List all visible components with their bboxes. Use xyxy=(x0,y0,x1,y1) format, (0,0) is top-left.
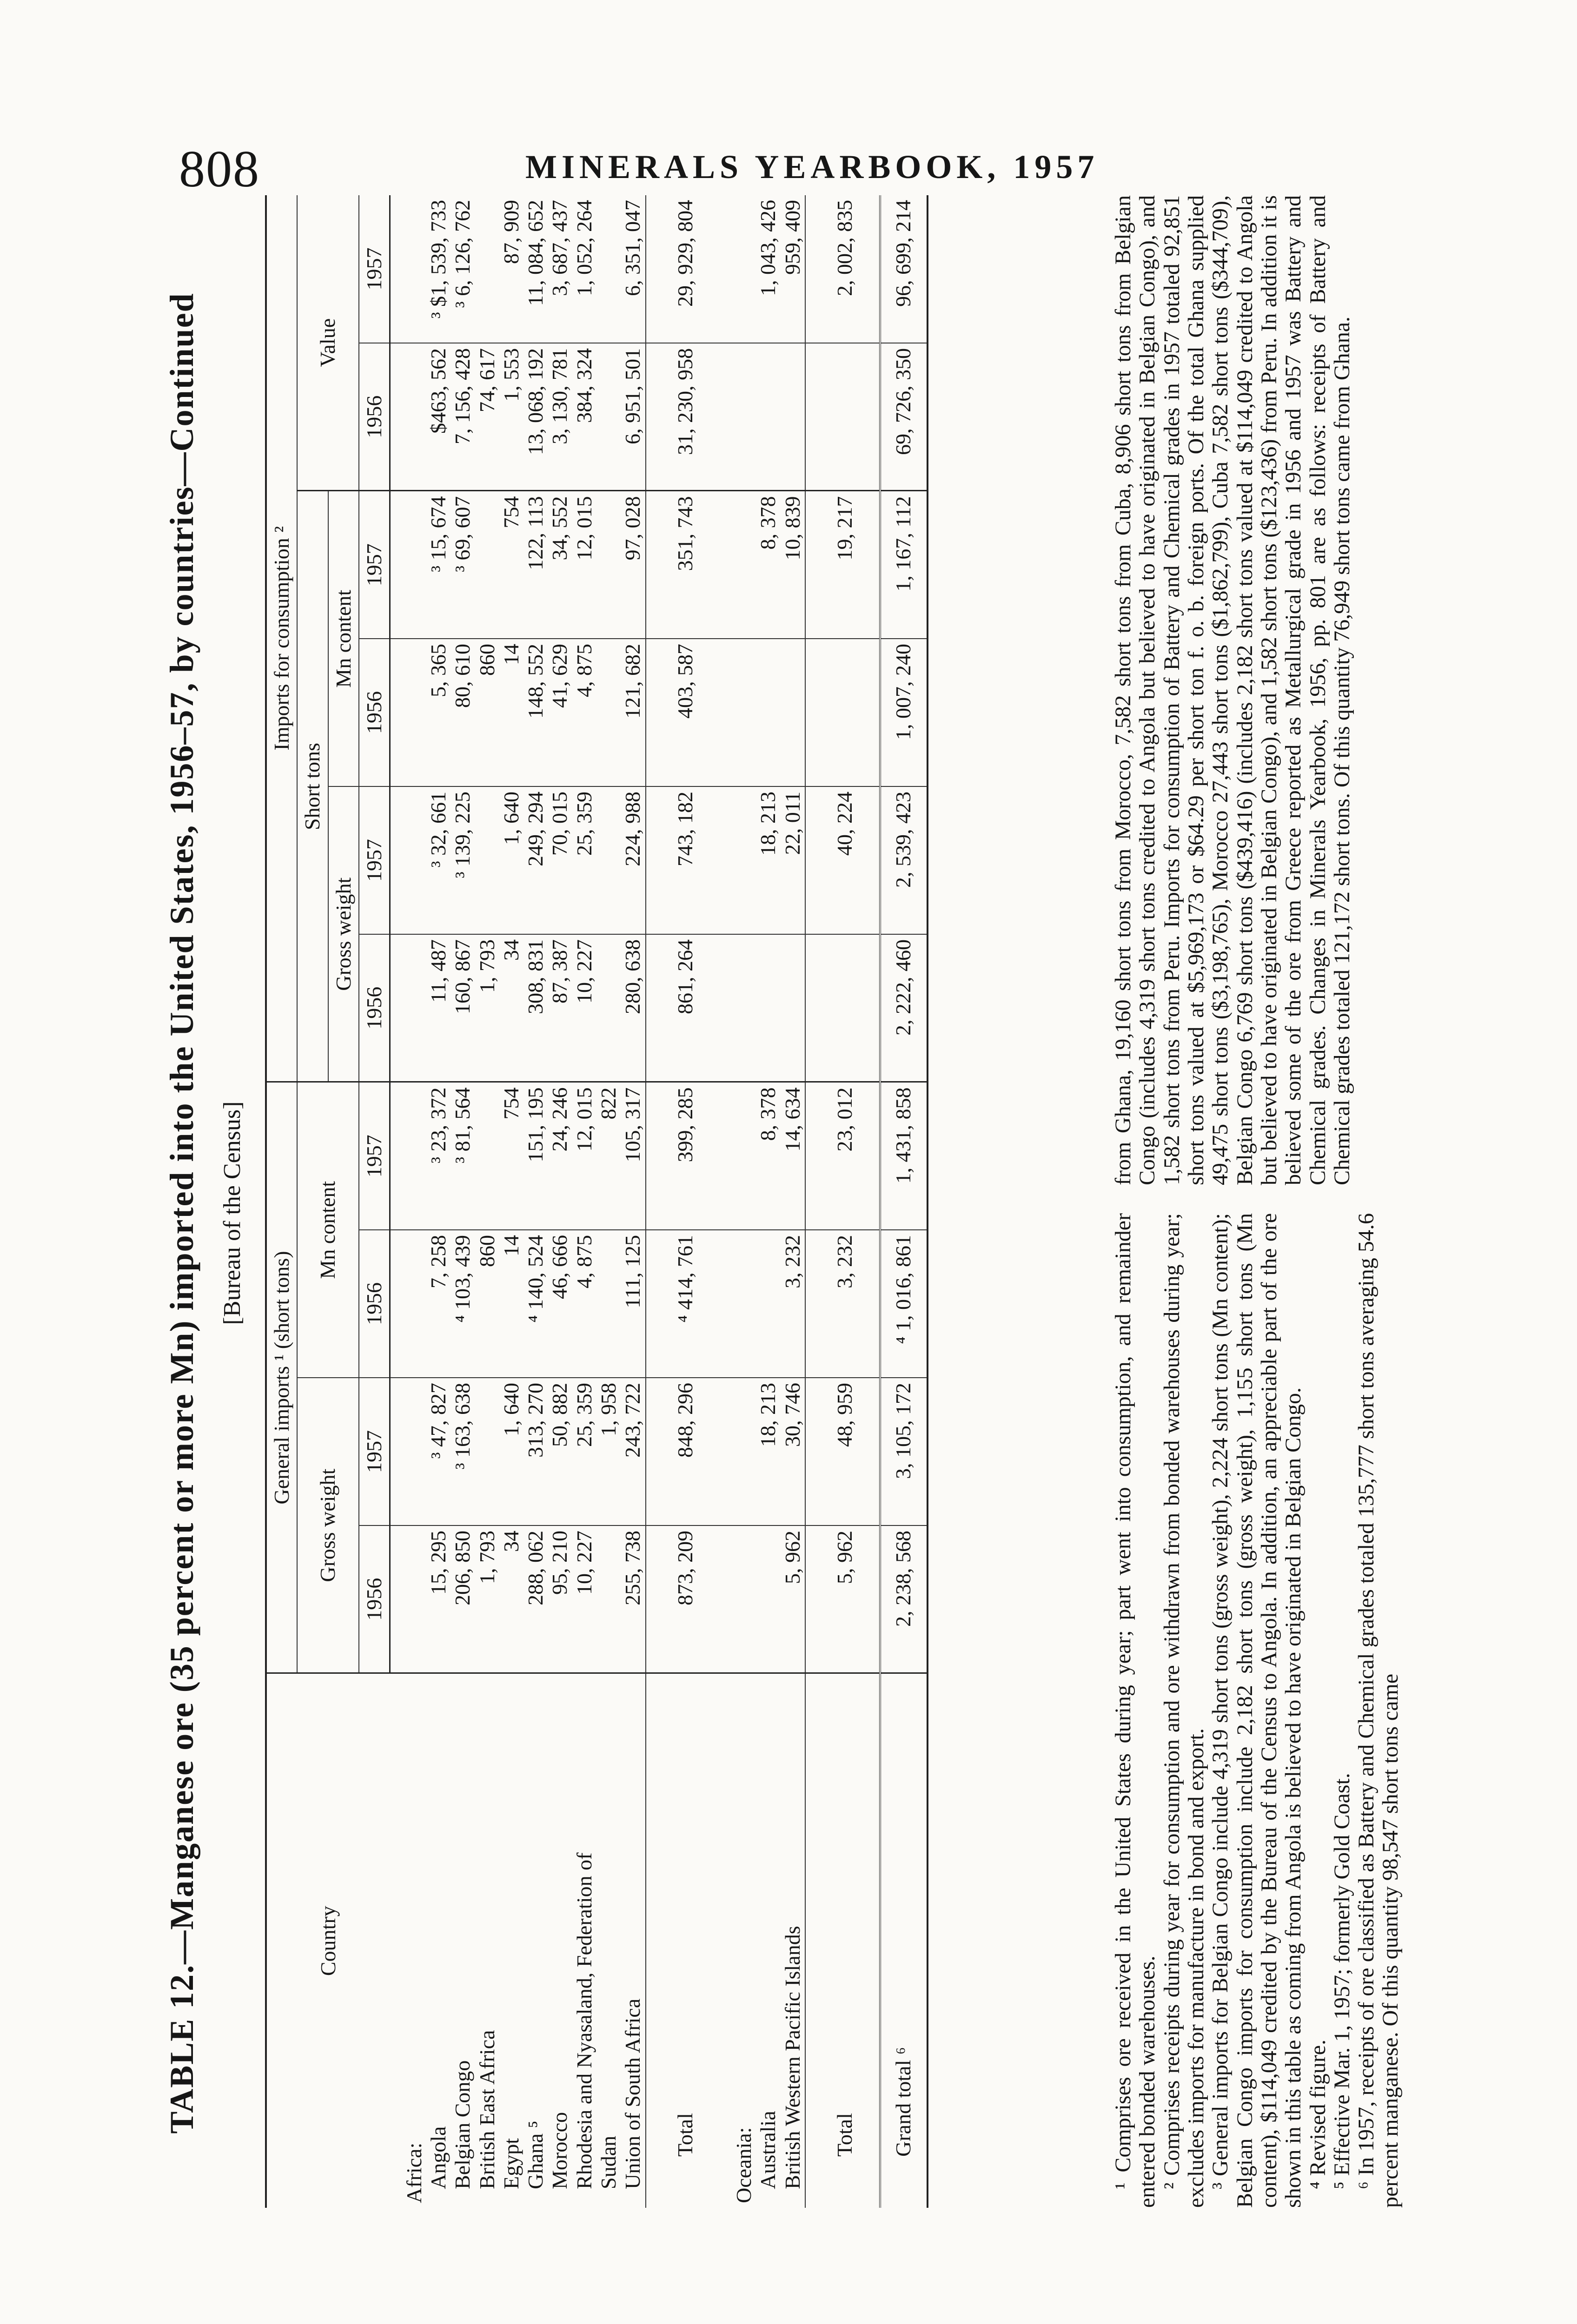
value-cell: 6, 951, 501 xyxy=(621,343,645,491)
value-cell: 4, 875 xyxy=(572,1230,596,1378)
value-cell: 8, 378 xyxy=(756,491,780,639)
value-cell: 206, 850 xyxy=(451,1525,475,1673)
value-cell: 87, 909 xyxy=(499,195,523,343)
value-cell xyxy=(596,786,621,934)
value-cell: 860 xyxy=(475,1230,499,1378)
value-cell: 14 xyxy=(499,1230,523,1378)
country-cell xyxy=(523,1673,548,2208)
value-cell: 848, 296 xyxy=(646,1378,720,1525)
table-row xyxy=(572,195,596,2208)
country-name: Oceania: xyxy=(731,2127,755,2203)
value-cell: 25, 359 xyxy=(572,786,596,934)
value-cell xyxy=(596,491,621,639)
value-cell: 1, 640 xyxy=(499,786,523,934)
value-cell: 873, 209 xyxy=(646,1525,720,1673)
country-cell xyxy=(451,1673,475,2208)
value-cell xyxy=(390,934,426,1082)
value-cell: 10, 227 xyxy=(572,934,596,1082)
value-cell: 105, 317 xyxy=(621,1082,645,1230)
value-cell: 3, 105, 172 xyxy=(880,1378,928,1525)
header-ic-gross-weight: Gross weight xyxy=(328,786,359,1082)
footnote-6: ⁶ In 1957, receipts of ore classified as Battery and Chemical grades totaled 135,777 short tons averaging 54.6 percent manganese. Of this quantity 98,547 short tons came xyxy=(1354,1213,1403,2208)
value-cell: ³ 47, 827 xyxy=(426,1378,451,1525)
value-cell: 69, 726, 350 xyxy=(880,343,928,491)
value-cell: 959, 409 xyxy=(781,195,805,343)
value-cell xyxy=(390,195,426,343)
value-cell xyxy=(596,1525,621,1673)
value-cell: 1, 793 xyxy=(475,934,499,1082)
value-cell: ³ 81, 564 xyxy=(451,1082,475,1230)
country-cell xyxy=(596,1673,621,2208)
value-cell xyxy=(720,343,756,491)
country-name: British East Africa xyxy=(475,2030,499,2189)
value-cell xyxy=(475,1378,499,1525)
value-cell: ³ 32, 661 xyxy=(426,786,451,934)
country-cell xyxy=(572,1673,596,2208)
country-name: Ghana ⁵ xyxy=(523,2120,548,2189)
value-cell: 1, 793 xyxy=(475,1525,499,1673)
value-cell xyxy=(720,934,756,1082)
value-cell xyxy=(756,639,780,786)
value-cell xyxy=(720,491,756,639)
value-cell: 13, 068, 192 xyxy=(523,343,548,491)
value-cell xyxy=(720,786,756,934)
value-cell: ³ 23, 372 xyxy=(426,1082,451,1230)
table-row xyxy=(523,195,548,2208)
footnote-2: ² Comprises receipts during year for consumption and ore withdrawn from bonded warehouses during year; excludes imports for manufacture in bond and export. xyxy=(1159,1213,1208,2208)
value-cell: 96, 699, 214 xyxy=(880,195,928,343)
value-cell: 14 xyxy=(499,639,523,786)
header-year: 1956 xyxy=(359,639,390,786)
value-cell: 2, 238, 568 xyxy=(880,1525,928,1673)
value-cell: 1, 640 xyxy=(499,1378,523,1525)
value-cell xyxy=(805,934,880,1082)
country-cell xyxy=(499,1673,523,2208)
country-name: Grand total ⁶ xyxy=(891,2047,915,2157)
header-year: 1957 xyxy=(359,195,390,343)
value-cell: 2, 539, 423 xyxy=(880,786,928,934)
value-cell: 10, 227 xyxy=(572,1525,596,1673)
value-cell: 12, 015 xyxy=(572,1082,596,1230)
value-cell xyxy=(720,1230,756,1378)
country-name: Rhodesia and Nyasaland, Federation of xyxy=(572,1852,596,2189)
value-cell xyxy=(720,1082,756,1230)
value-cell: 2, 222, 460 xyxy=(880,934,928,1082)
table-row xyxy=(390,195,426,2208)
table-row xyxy=(880,195,928,2208)
country-name: Angola xyxy=(426,2126,450,2189)
table-source: [Bureau of the Census] xyxy=(219,1101,245,1325)
value-cell: 148, 552 xyxy=(523,639,548,786)
value-cell: 34 xyxy=(499,1525,523,1673)
value-cell: 80, 610 xyxy=(451,639,475,786)
value-cell xyxy=(596,343,621,491)
value-cell: 255, 738 xyxy=(621,1525,645,1673)
value-cell: 1, 167, 112 xyxy=(880,491,928,639)
value-cell xyxy=(720,195,756,343)
country-name: Belgian Congo xyxy=(451,2060,475,2189)
value-cell: 121, 682 xyxy=(621,639,645,786)
manganese-imports-table xyxy=(265,195,928,2208)
value-cell: 95, 210 xyxy=(548,1525,572,1673)
value-cell: 34, 552 xyxy=(548,491,572,639)
value-cell: 822 xyxy=(596,1082,621,1230)
footnote-1: ¹ Comprises ore received in the United States during year; part went into consumption, and remainder entered bonded warehouses. xyxy=(1111,1213,1160,2208)
value-cell xyxy=(756,1230,780,1378)
header-short-tons: Short tons xyxy=(297,491,328,1082)
value-cell: 48, 959 xyxy=(805,1378,880,1525)
value-cell: 399, 285 xyxy=(646,1082,720,1230)
value-cell xyxy=(390,491,426,639)
value-cell xyxy=(390,1082,426,1230)
country-cell xyxy=(646,1673,720,2208)
value-cell: ³ $1, 539, 733 xyxy=(426,195,451,343)
value-cell: $463, 562 xyxy=(426,343,451,491)
table-row xyxy=(720,195,756,2208)
value-cell xyxy=(720,1378,756,1525)
value-cell xyxy=(390,1378,426,1525)
value-cell: 23, 012 xyxy=(805,1082,880,1230)
value-cell: 151, 195 xyxy=(523,1082,548,1230)
header-year: 1956 xyxy=(359,343,390,491)
table-caption: TABLE 12.—Manganese ore (35 percent or more Mn) imported into the United States, 1956–57, by countries—Continued xyxy=(163,292,200,2134)
value-cell xyxy=(390,639,426,786)
footnotes-left-column xyxy=(1111,1213,1403,2208)
value-cell xyxy=(390,1230,426,1378)
country-cell xyxy=(720,1673,756,2208)
country-name: Total xyxy=(832,2113,856,2157)
country-cell xyxy=(390,1673,426,2208)
value-cell: 1, 958 xyxy=(596,1378,621,1525)
country-name: Union of South Africa xyxy=(621,1998,645,2189)
value-cell: 11, 487 xyxy=(426,934,451,1082)
value-cell: 754 xyxy=(499,491,523,639)
country-cell xyxy=(805,1673,880,2208)
value-cell: 160, 867 xyxy=(451,934,475,1082)
header-general-imports: General imports ¹ (short tons) xyxy=(266,1082,297,1673)
value-cell: 384, 324 xyxy=(572,343,596,491)
table-row xyxy=(499,195,523,2208)
value-cell: 18, 213 xyxy=(756,1378,780,1525)
value-cell xyxy=(805,343,880,491)
value-cell xyxy=(596,934,621,1082)
value-cell: 3, 687, 437 xyxy=(548,195,572,343)
footnote-4: ⁴ Revised figure. xyxy=(1305,2040,1330,2189)
header-value: Value xyxy=(297,195,359,491)
value-cell: 46, 666 xyxy=(548,1230,572,1378)
table-row xyxy=(596,195,621,2208)
rotated-table-page xyxy=(0,125,1577,2287)
value-cell xyxy=(805,639,880,786)
country-name: Africa: xyxy=(402,2142,426,2203)
value-cell: 15, 295 xyxy=(426,1525,451,1673)
header-country: Country xyxy=(266,1673,390,2208)
value-cell: 754 xyxy=(499,1082,523,1230)
country-name: Sudan xyxy=(596,2136,621,2189)
value-cell: 249, 294 xyxy=(523,786,548,934)
value-cell: 243, 722 xyxy=(621,1378,645,1525)
value-cell: 11, 084, 652 xyxy=(523,195,548,343)
value-cell: 74, 617 xyxy=(475,343,499,491)
value-cell: 860 xyxy=(475,639,499,786)
value-cell: 122, 113 xyxy=(523,491,548,639)
value-cell: 5, 365 xyxy=(426,639,451,786)
value-cell: ⁴ 140, 524 xyxy=(523,1230,548,1378)
value-cell: 31, 230, 958 xyxy=(646,343,720,491)
value-cell: 30, 746 xyxy=(781,1378,805,1525)
value-cell: 18, 213 xyxy=(756,786,780,934)
table-row xyxy=(756,195,780,2208)
value-cell: ⁴ 414, 761 xyxy=(646,1230,720,1378)
value-cell: ⁴ 1, 016, 861 xyxy=(880,1230,928,1378)
header-year: 1956 xyxy=(359,1230,390,1378)
country-name: Australia xyxy=(756,2111,780,2189)
value-cell: 224, 988 xyxy=(621,786,645,934)
value-cell: 313, 270 xyxy=(523,1378,548,1525)
value-cell: ³ 163, 638 xyxy=(451,1378,475,1525)
footnote-3: ³ General imports for Belgian Congo include 4,319 short tons (gross weight), 2,224 short tons (Mn content); Belgian Congo imports for consumption include 2,182 short tons (gross weight), 1,155 short tons (Mn content), $114,049 credited by the Bureau of the Census to Angola. In addition, an appreciable part of the ore shown in this table as coming from Angola is believed to have originated in Belgian Congo. xyxy=(1208,1213,1306,2208)
table-row xyxy=(621,195,645,2208)
header-year: 1956 xyxy=(359,1525,390,1673)
value-cell: 403, 587 xyxy=(646,639,720,786)
value-cell: 7, 258 xyxy=(426,1230,451,1378)
value-cell xyxy=(756,343,780,491)
country-cell xyxy=(756,1673,780,2208)
value-cell: 10, 839 xyxy=(781,491,805,639)
value-cell xyxy=(756,1525,780,1673)
value-cell: ³ 139, 225 xyxy=(451,786,475,934)
footnote-6-continued: from Ghana, 19,160 short tons from Morocco, 7,582 short tons from Cuba, 8,906 short tons from Belgian Congo (includes 4,319 short tons credited to Angola but believed to have originated in Belgian Congo), and 1,582 short tons from Peru. Imports for consumption of Battery and Chemical grades in 1957 totaled 92,851 short tons valued at $5,969,173 or $64.29 per short ton f. o. b. foreign ports. Of the total Ghana supplied 49,475 short tons ($3,198,765), Morocco 27,443 short tons ($1,862,799), Cuba 7,582 short tons ($344,709), Belgian Congo 6,769 short tons ($439,416) (includes 2,182 short tons valued at $114,049 credited to Angola but believed to have originated in Belgian Congo), and 1,582 short tons ($123,436) from Peru. In addition it is believed some of the ore from Greece reported as Metallurgical grade in 1956 and 1957 was Battery and Chemical grades. Changes in Minerals Yearbook, 1956, pp. 801 are as follows: receipts of Battery and Chemical grades totaled 121,172 short tons. Of this quantity 76,949 short tons came from Ghana. xyxy=(1111,195,1354,1185)
value-cell xyxy=(781,639,805,786)
value-cell: 743, 182 xyxy=(646,786,720,934)
value-cell: 70, 015 xyxy=(548,786,572,934)
country-name: British Western Pacific Islands xyxy=(780,1926,804,2189)
value-cell: 308, 831 xyxy=(523,934,548,1082)
value-cell xyxy=(390,343,426,491)
value-cell: 24, 246 xyxy=(548,1082,572,1230)
value-cell: 1, 043, 426 xyxy=(756,195,780,343)
value-cell: 12, 015 xyxy=(572,491,596,639)
country-name: Morocco xyxy=(548,2112,572,2189)
value-cell xyxy=(596,639,621,786)
table-row xyxy=(451,195,475,2208)
value-cell: 1, 007, 240 xyxy=(880,639,928,786)
header-year: 1957 xyxy=(359,1378,390,1525)
country-name: Egypt xyxy=(499,2138,523,2189)
table-row xyxy=(805,195,880,2208)
value-cell: 25, 359 xyxy=(572,1378,596,1525)
header-year: 1957 xyxy=(359,491,390,639)
value-cell: ⁴ 103, 439 xyxy=(451,1230,475,1378)
value-cell: 5, 962 xyxy=(805,1525,880,1673)
value-cell: 280, 638 xyxy=(621,934,645,1082)
country-cell xyxy=(548,1673,572,2208)
country-cell xyxy=(475,1673,499,2208)
table-row xyxy=(781,195,805,2208)
value-cell: 29, 929, 804 xyxy=(646,195,720,343)
value-cell xyxy=(475,491,499,639)
value-cell: 7, 156, 428 xyxy=(451,343,475,491)
value-cell: 5, 962 xyxy=(781,1525,805,1673)
value-cell: 40, 224 xyxy=(805,786,880,934)
page-number: 808 xyxy=(179,140,260,198)
value-cell xyxy=(781,934,805,1082)
header-gi-gross-weight: Gross weight xyxy=(297,1378,359,1673)
value-cell: 3, 232 xyxy=(805,1230,880,1378)
value-cell: ³ 69, 607 xyxy=(451,491,475,639)
country-cell xyxy=(880,1673,928,2208)
footnotes-right-column xyxy=(1111,195,1354,1185)
value-cell: 41, 629 xyxy=(548,639,572,786)
value-cell xyxy=(781,343,805,491)
value-cell: ³ 15, 674 xyxy=(426,491,451,639)
country-name: Total xyxy=(673,2113,697,2157)
value-cell: 6, 351, 047 xyxy=(621,195,645,343)
value-cell xyxy=(720,639,756,786)
value-cell xyxy=(596,195,621,343)
table-body xyxy=(390,195,928,2208)
header-imports-for-consumption: Imports for consumption ² xyxy=(266,195,297,1082)
table-row xyxy=(548,195,572,2208)
value-cell xyxy=(756,934,780,1082)
value-cell: 34 xyxy=(499,934,523,1082)
country-cell xyxy=(621,1673,645,2208)
value-cell: 87, 387 xyxy=(548,934,572,1082)
value-cell: 861, 264 xyxy=(646,934,720,1082)
value-cell: 1, 553 xyxy=(499,343,523,491)
header-year: 1957 xyxy=(359,1082,390,1230)
header-year: 1957 xyxy=(359,786,390,934)
value-cell: 14, 634 xyxy=(781,1082,805,1230)
value-cell xyxy=(475,786,499,934)
table-row xyxy=(475,195,499,2208)
value-cell: 8, 378 xyxy=(756,1082,780,1230)
header-year: 1956 xyxy=(359,934,390,1082)
value-cell: 3, 130, 781 xyxy=(548,343,572,491)
value-cell: 2, 002, 835 xyxy=(805,195,880,343)
value-cell: 111, 125 xyxy=(621,1230,645,1378)
table-row xyxy=(646,195,720,2208)
country-cell xyxy=(426,1673,451,2208)
value-cell: 19, 217 xyxy=(805,491,880,639)
value-cell: 288, 062 xyxy=(523,1525,548,1673)
value-cell xyxy=(390,1525,426,1673)
value-cell: 97, 028 xyxy=(621,491,645,639)
table-row xyxy=(426,195,451,2208)
value-cell xyxy=(475,195,499,343)
value-cell: 3, 232 xyxy=(781,1230,805,1378)
value-cell: 1, 431, 858 xyxy=(880,1082,928,1230)
running-head: MINERALS YEARBOOK, 1957 xyxy=(525,148,1099,185)
value-cell: 50, 882 xyxy=(548,1378,572,1525)
header-ic-mn-content: Mn content xyxy=(328,491,359,786)
value-cell xyxy=(475,1082,499,1230)
footnote-5: ⁵ Effective Mar. 1, 1957; formerly Gold Coast. xyxy=(1329,1773,1354,2189)
value-cell xyxy=(596,1230,621,1378)
value-cell: 4, 875 xyxy=(572,639,596,786)
header-gi-mn-content: Mn content xyxy=(297,1082,359,1378)
country-cell xyxy=(781,1673,805,2208)
value-cell: 22, 011 xyxy=(781,786,805,934)
value-cell: 351, 743 xyxy=(646,491,720,639)
value-cell xyxy=(390,786,426,934)
value-cell: ³ 6, 126, 762 xyxy=(451,195,475,343)
value-cell: 1, 052, 264 xyxy=(572,195,596,343)
value-cell xyxy=(720,1525,756,1673)
